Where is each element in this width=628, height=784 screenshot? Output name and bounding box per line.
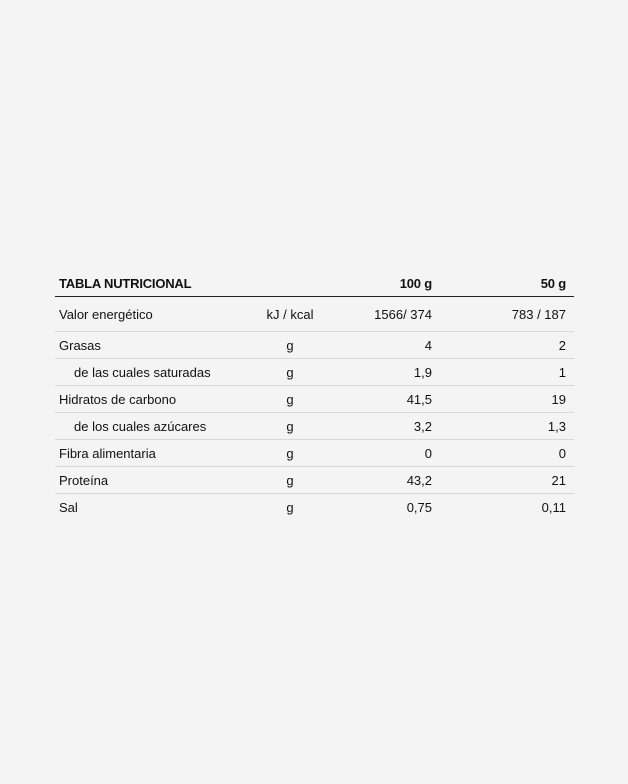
table-row [55, 413, 574, 440]
value-per-50g: 0,11 [541, 499, 566, 515]
value-per-100g: 3,2 [413, 418, 432, 434]
value-per-50g: 1 [558, 364, 566, 380]
nutrient-name: de las cuales saturadas [74, 364, 211, 380]
table-title: TABLA NUTRICIONAL [59, 275, 192, 291]
nutrient-name: Proteína [59, 472, 109, 488]
nutrition-table [55, 270, 574, 520]
table-row [55, 440, 574, 467]
per-50g-header: 50 g [540, 275, 566, 291]
nutrient-name: Fibra alimentaria [59, 445, 156, 461]
value-per-100g: 41,5 [406, 391, 432, 407]
table-row [55, 467, 574, 494]
value-per-50g: 2 [558, 337, 566, 353]
nutrient-name: Sal [59, 499, 78, 515]
value-per-100g: 0 [424, 445, 432, 461]
table-row [55, 297, 574, 332]
value-per-50g: 19 [551, 391, 566, 407]
table-row [55, 332, 574, 359]
nutrient-name: Grasas [59, 337, 101, 353]
nutrient-unit: g [286, 364, 294, 380]
nutrient-unit: kJ / kcal [266, 306, 314, 322]
value-per-50g: 21 [551, 472, 566, 488]
value-per-100g: 1,9 [413, 364, 432, 380]
nutrient-name: Valor energético [59, 306, 153, 322]
value-per-100g: 1566/ 374 [374, 306, 432, 322]
table-row [55, 494, 574, 520]
value-per-50g: 1,3 [547, 418, 566, 434]
nutrient-unit: g [286, 418, 294, 434]
value-per-50g: 0 [558, 445, 566, 461]
value-per-100g: 4 [424, 337, 432, 353]
nutrient-name: Hidratos de carbono [59, 391, 177, 407]
value-per-50g: 783 / 187 [511, 306, 566, 322]
per-100g-header: 100 g [399, 275, 432, 291]
table-row [55, 386, 574, 413]
table-row [55, 359, 574, 386]
nutrient-unit: g [286, 445, 294, 461]
nutrient-unit: g [286, 472, 294, 488]
value-per-100g: 43,2 [406, 472, 432, 488]
nutrient-name: de los cuales azúcares [74, 418, 207, 434]
nutrient-unit: g [286, 391, 294, 407]
table-header [55, 270, 574, 297]
nutrient-unit: g [286, 337, 294, 353]
nutrient-unit: g [286, 499, 294, 515]
value-per-100g: 0,75 [406, 499, 432, 515]
